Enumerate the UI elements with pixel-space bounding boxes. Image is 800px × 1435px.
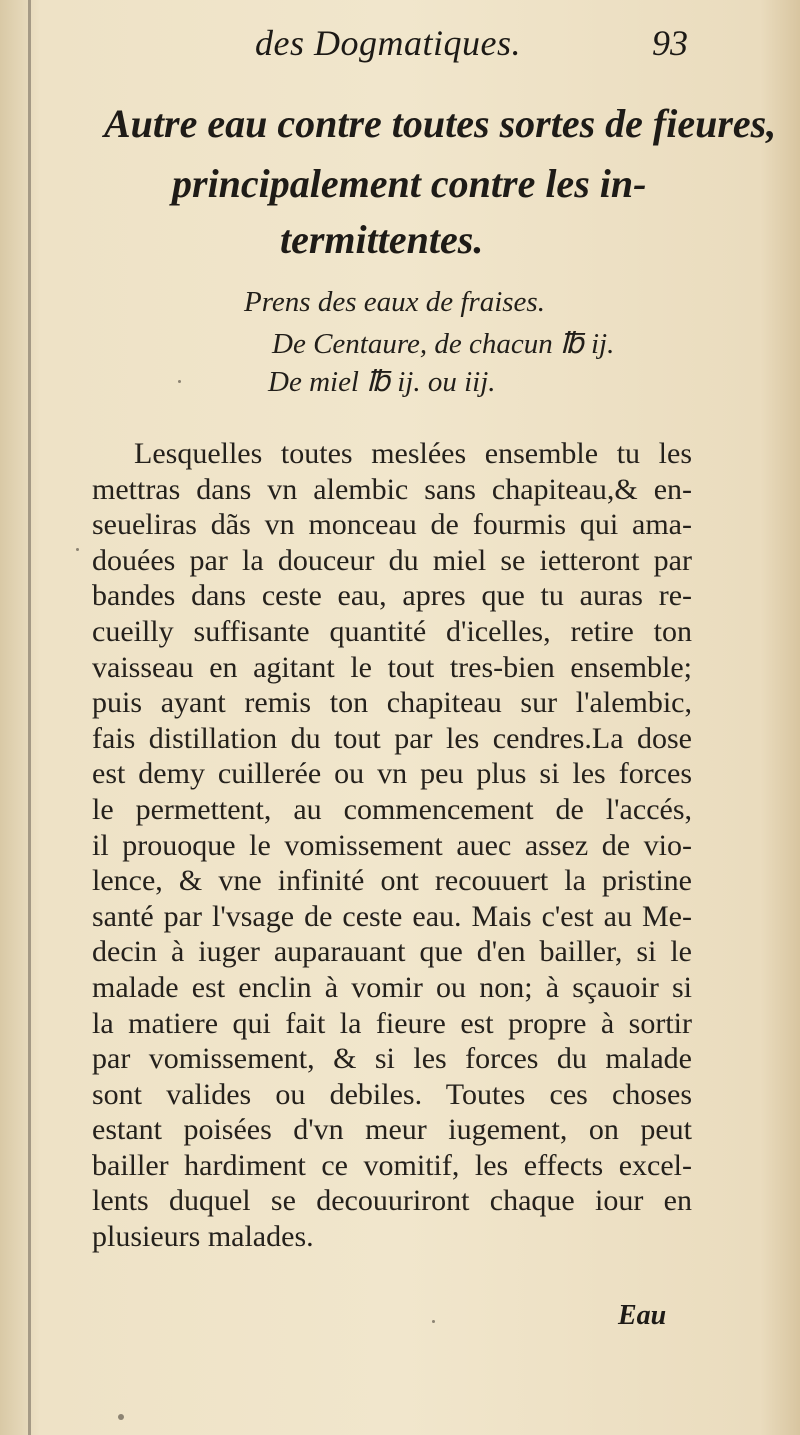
body-line: vaisseau en agitant le tout tres-bien ensemble; bbox=[92, 650, 692, 684]
body-line: est demy cuillerée ou vn peu plus si les forces bbox=[92, 757, 692, 791]
body-line: la matiere qui fait la fieure est propre à sortir bbox=[92, 1006, 692, 1040]
body-line: bandes dans ceste eau, apres que tu auras re- bbox=[92, 579, 692, 613]
running-head: des Dogmatiques. bbox=[255, 23, 521, 63]
title-line: principalement contre les in- bbox=[172, 161, 647, 206]
body-line: il prouoque le vomissement auec assez de vio- bbox=[92, 828, 692, 862]
body-line: malade est enclin à vomir ou non; à sçauoir si bbox=[92, 970, 692, 1004]
body-line: puis ayant remis ton chapiteau sur l'alembic, bbox=[92, 686, 692, 720]
body-line: santé par l'vsage de ceste eau. Mais c'est au Me- bbox=[92, 899, 692, 933]
ingredient-line: Prens des eaux de fraises. bbox=[244, 286, 545, 318]
page-edge-shadow bbox=[28, 0, 31, 1435]
body-line: cueilly suffisante quantité d'icelles, retire ton bbox=[92, 614, 692, 648]
page-number: 93 bbox=[652, 23, 688, 63]
ingredient-line: De Centaure, de chacun ℔ ij. bbox=[272, 328, 615, 360]
paper-speck bbox=[432, 1320, 435, 1323]
body-line: lents duquel se decouuriront chaque iour en bbox=[92, 1184, 692, 1218]
body-line: seueliras dãs vn monceau de fourmis qui ama- bbox=[92, 508, 692, 542]
paper-speck bbox=[118, 1414, 124, 1420]
catchword: Eau bbox=[618, 1300, 667, 1331]
body-line: par vomissement, & si les forces du malade bbox=[92, 1042, 692, 1076]
title-line: Autre eau contre toutes sortes de fieures, bbox=[104, 101, 777, 146]
body-line: lence, & vne infinité ont recouuert la pristine bbox=[92, 864, 692, 898]
paper-speck bbox=[178, 380, 181, 383]
body-line: fais distillation du tout par les cendres.La dose bbox=[92, 721, 692, 755]
body-line: decin à iuger auparauant que d'en bailler, si le bbox=[92, 935, 692, 969]
body-line: Lesquelles toutes meslées ensemble tu les bbox=[134, 437, 692, 470]
body-text bbox=[92, 436, 692, 1255]
body-line: bailler hardiment ce vomitif, les effects excel- bbox=[92, 1148, 692, 1182]
title-line: termittentes. bbox=[280, 217, 484, 262]
body-line: le permettent, au commencement de l'accés, bbox=[92, 792, 692, 826]
paper-speck bbox=[76, 548, 79, 551]
body-line: sont valides ou debiles. Toutes ces choses bbox=[92, 1077, 692, 1111]
body-line: mettras dans vn alembic sans chapiteau,& en- bbox=[92, 472, 692, 506]
ingredient-line: De miel ℔ ij. ou iij. bbox=[268, 366, 496, 398]
body-line: estant poisées d'vn meur iugement, on peut bbox=[92, 1113, 692, 1147]
body-line: plusieurs malades. bbox=[92, 1220, 314, 1254]
body-line: douées par la douceur du miel se ietteront par bbox=[92, 543, 692, 577]
